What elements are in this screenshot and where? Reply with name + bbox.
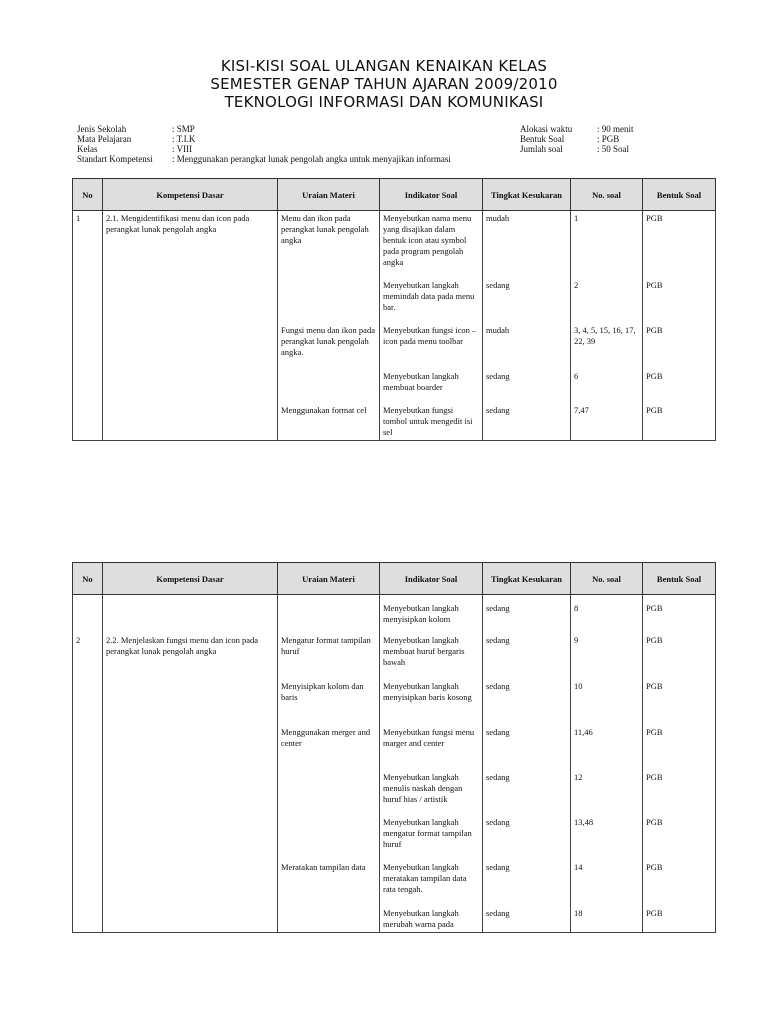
cell-bentuk-soal: PGB [643,369,716,403]
cell-tingkat-kesukaran: sedang [483,595,571,633]
cell-uraian-materi [278,595,380,633]
cell-no [73,403,103,441]
cell-no-soal: 10 [571,679,643,725]
title-line-2: SEMESTER GENAP TAHUN AJARAN 2009/2010 [210,75,558,93]
cell-no: 2 [73,633,103,679]
header-no-soal: No. soal [571,179,643,211]
table-row [73,211,716,278]
info-row [520,134,634,144]
cell-bentuk-soal: PGB [643,278,716,323]
table-header-row [73,179,716,211]
cell-uraian-materi [278,815,380,860]
cell-no-soal: 18 [571,906,643,933]
info-value: : T.I.K [172,134,196,144]
cell-no [73,679,103,725]
cell-indikator-soal: Menyebutkan langkah memindah data pada menu bar. [380,278,483,323]
cell-uraian-materi: Fungsi menu dan ikon pada perangkat lunak pengolah angka. [278,323,380,369]
document-title [0,57,768,111]
header-kompetensi-dasar: Kompetensi Dasar [103,563,278,595]
info-value: : 90 menit [597,124,634,134]
table-row [73,323,716,369]
cell-kompetensi-dasar [103,770,278,815]
header-uraian-materi: Uraian Materi [278,563,380,595]
header-bentuk-soal: Bentuk Soal [643,563,716,595]
cell-indikator-soal: Menyebutkan langkah meratakan tampilan data rata tengah. [380,860,483,906]
cell-no [73,815,103,860]
cell-uraian-materi: Meratakan tampilan data [278,860,380,906]
cell-no [73,725,103,770]
info-row [77,154,451,164]
header-no: No [73,563,103,595]
cell-bentuk-soal: PGB [643,906,716,933]
info-value: : SMP [172,124,195,134]
cell-uraian-materi: Menggunakan format cel [278,403,380,441]
cell-uraian-materi [278,906,380,933]
cell-no-soal: 6 [571,369,643,403]
cell-kompetensi-dasar [103,679,278,725]
table-row [73,815,716,860]
header-kompetensi-dasar: Kompetensi Dasar [103,179,278,211]
cell-no [73,323,103,369]
table-row [73,860,716,906]
cell-indikator-soal: Menyebutkan fungsi icon – icon pada menu toolbar [380,323,483,369]
table-row [73,770,716,815]
info-value: : VIII [172,144,193,154]
cell-bentuk-soal: PGB [643,323,716,369]
cell-no [73,906,103,933]
cell-bentuk-soal: PGB [643,595,716,633]
cell-bentuk-soal: PGB [643,403,716,441]
cell-no-soal: 9 [571,633,643,679]
cell-kompetensi-dasar [103,725,278,770]
cell-indikator-soal: Menyebutkan langkah menulis naskah dengan huruf hias / artistik [380,770,483,815]
cell-bentuk-soal: PGB [643,770,716,815]
info-label: Jumlah soal [520,144,563,154]
kisi-kisi-table-1 [72,178,716,441]
cell-tingkat-kesukaran: sedang [483,860,571,906]
cell-uraian-materi [278,369,380,403]
cell-no [73,595,103,633]
info-label: Standart Kompetensi [77,154,153,164]
cell-indikator-soal: Menyebutkan langkah merubah warna pada [380,906,483,933]
cell-kompetensi-dasar [103,278,278,323]
cell-indikator-soal: Menyebutkan langkah menyisipkan kolom [380,595,483,633]
cell-indikator-soal: Menyebutkan nama menu yang disajikan dalam bentuk icon atau symbol pada program pengolah angka [380,211,483,278]
header-tingkat-kesukaran: Tingkat Kesukaran [483,563,571,595]
cell-kompetensi-dasar [103,323,278,369]
cell-tingkat-kesukaran: mudah [483,211,571,278]
cell-indikator-soal: Menyebutkan fungsi tombol untuk mengedit isi sel [380,403,483,441]
cell-no-soal: 11,46 [571,725,643,770]
cell-kompetensi-dasar [103,403,278,441]
cell-indikator-soal: Menyebutkan langkah menyisipkan baris kosong [380,679,483,725]
info-value: : Menggunakan perangkat lunak pengolah angka untuk menyajikan informasi [172,154,451,164]
title-line-3: TEKNOLOGI INFORMASI DAN KOMUNIKASI [224,93,544,111]
info-label: Mata Pelajaran [77,134,132,144]
info-left [77,124,451,164]
cell-kompetensi-dasar [103,815,278,860]
cell-kompetensi-dasar [103,369,278,403]
cell-no-soal: 3, 4, 5, 15, 16, 17, 22, 39 [571,323,643,369]
table-row [73,595,716,633]
cell-bentuk-soal: PGB [643,679,716,725]
info-value: : PGB [597,134,620,144]
cell-tingkat-kesukaran: sedang [483,906,571,933]
header-uraian-materi: Uraian Materi [278,179,380,211]
cell-tingkat-kesukaran: sedang [483,725,571,770]
cell-uraian-materi: Mengatur format tampilan huruf [278,633,380,679]
cell-no-soal: 13,48 [571,815,643,860]
cell-tingkat-kesukaran: sedang [483,369,571,403]
cell-bentuk-soal: PGB [643,815,716,860]
info-row [520,124,634,134]
header-indikator-soal: Indikator Soal [380,179,483,211]
cell-indikator-soal: Menyebutkan fungsi menu marger and center [380,725,483,770]
cell-no-soal: 8 [571,595,643,633]
cell-no-soal: 1 [571,211,643,278]
title-line-1: KISI-KISI SOAL ULANGAN KENAIKAN KELAS [220,57,548,75]
kisi-kisi-table-2 [72,562,716,933]
cell-no-soal: 14 [571,860,643,906]
cell-kompetensi-dasar: 2.2. Menjelaskan fungsi menu dan icon pada perangkat lunak pengolah angka [103,633,278,679]
cell-kompetensi-dasar [103,906,278,933]
cell-bentuk-soal: PGB [643,633,716,679]
info-right [520,124,634,154]
info-row [77,144,451,154]
header-indikator-soal: Indikator Soal [380,563,483,595]
header-tingkat-kesukaran: Tingkat Kesukaran [483,179,571,211]
cell-uraian-materi: Menggunakan merger and center [278,725,380,770]
cell-tingkat-kesukaran: sedang [483,278,571,323]
cell-uraian-materi: Menyisipkan kolom dan baris [278,679,380,725]
cell-uraian-materi: Menu dan ikon pada perangkat lunak pengolah angka [278,211,380,278]
cell-tingkat-kesukaran: sedang [483,770,571,815]
info-label: Alokasi waktu [520,124,573,134]
cell-uraian-materi [278,770,380,815]
table-row [73,403,716,441]
cell-no-soal: 7,47 [571,403,643,441]
cell-bentuk-soal: PGB [643,860,716,906]
info-label: Kelas [77,144,98,154]
info-row [77,134,451,144]
table-row [73,633,716,679]
cell-indikator-soal: Menyebutkan langkah membuat boarder [380,369,483,403]
table-row [73,906,716,933]
table-row [73,278,716,323]
header-no: No [73,179,103,211]
header-no-soal: No. soal [571,563,643,595]
cell-tingkat-kesukaran: mudah [483,323,571,369]
cell-tingkat-kesukaran: sedang [483,815,571,860]
cell-indikator-soal: Menyebutkan langkah mengatur format tampilan huruf [380,815,483,860]
info-value: : 50 Soal [597,144,630,154]
info-label: Bentuk Soal [520,134,565,144]
cell-no [73,278,103,323]
cell-indikator-soal: Menyebutkan langkah membuat huruf bergaris bawah [380,633,483,679]
header-bentuk-soal: Bentuk Soal [643,179,716,211]
cell-bentuk-soal: PGB [643,725,716,770]
cell-tingkat-kesukaran: sedang [483,679,571,725]
cell-kompetensi-dasar [103,860,278,906]
cell-kompetensi-dasar: 2.1. Mengidentifikasi menu dan icon pada perangkat lunak pengolah angka [103,211,278,278]
cell-no [73,369,103,403]
table-row [73,679,716,725]
cell-no [73,860,103,906]
cell-no [73,770,103,815]
info-row [520,144,634,154]
info-label: Jenis Sekolah [77,124,127,134]
cell-no-soal: 2 [571,278,643,323]
cell-bentuk-soal: PGB [643,211,716,278]
info-row [77,124,451,134]
table-header-row [73,563,716,595]
table-row [73,369,716,403]
cell-tingkat-kesukaran: sedang [483,633,571,679]
table-row [73,725,716,770]
cell-kompetensi-dasar [103,595,278,633]
cell-no: 1 [73,211,103,278]
cell-uraian-materi [278,278,380,323]
cell-tingkat-kesukaran: sedang [483,403,571,441]
cell-no-soal: 12 [571,770,643,815]
